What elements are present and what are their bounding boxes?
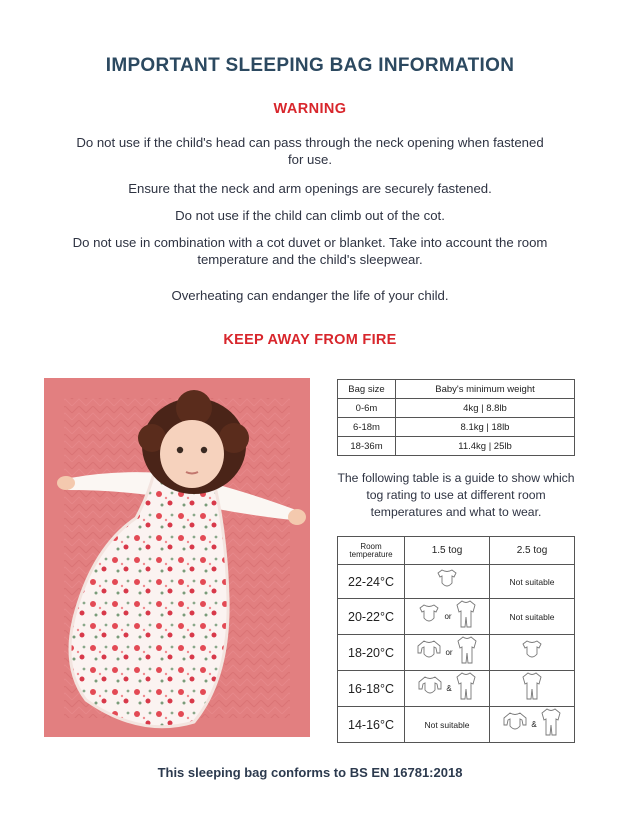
bodysuit-long-icon	[502, 711, 528, 738]
standard-conformance-footer: This sleeping bag conforms to BS EN 16781:2018	[157, 765, 463, 780]
temperature-cell: 18-20°C	[338, 635, 405, 671]
clothing-group	[405, 599, 489, 634]
clothing-group	[490, 707, 574, 742]
sleepsuit-icon	[455, 599, 477, 634]
warning-text-3: Do not use if the child can climb out of the cot.	[175, 208, 445, 223]
table-row	[338, 565, 575, 599]
table-cell: 0-6m	[338, 399, 396, 418]
bodysuit-long-icon	[417, 675, 443, 702]
clothing-group	[490, 671, 574, 706]
warning-text-5: Overheating can endanger the life of your child.	[171, 288, 449, 303]
weight-table	[337, 379, 575, 456]
bodysuit-long-icon	[416, 639, 442, 666]
baby-sleeping-bag-photo	[44, 378, 310, 737]
tog-guide-text: The following table is a guide to show which tog rating to use at different room temperatures and what to wear.	[337, 471, 575, 519]
baby-in-sleeping-bag-icon	[44, 378, 310, 737]
clothing-cell	[405, 635, 490, 671]
clothing-cell	[405, 565, 490, 599]
clothing-group	[490, 639, 574, 666]
temperature-cell: 16-18°C	[338, 671, 405, 707]
warning-text-1: Do not use if the child's head can pass through the neck opening when fastened for use.	[76, 135, 544, 167]
table-row	[338, 399, 575, 418]
sleepsuit-icon	[455, 671, 477, 706]
clothing-group	[405, 671, 489, 706]
sleepsuit-icon	[521, 671, 543, 706]
page-title: IMPORTANT SLEEPING BAG INFORMATION	[105, 55, 515, 76]
table-cell: 18-36m	[338, 437, 396, 456]
temperature-cell: 22-24°C	[338, 565, 405, 599]
bodysuit-short-icon	[520, 639, 544, 666]
sleepsuit-icon	[540, 707, 562, 742]
tog-table	[337, 536, 575, 743]
not-suitable-cell: Not suitable	[490, 565, 575, 599]
clothing-group	[405, 635, 489, 670]
clothing-cell	[490, 671, 575, 707]
table-row	[338, 380, 575, 399]
clothing-cell	[405, 671, 490, 707]
table-cell: 4kg | 8.8lb	[396, 399, 575, 418]
table-row	[338, 418, 575, 437]
clothing-cell	[490, 635, 575, 671]
temperature-cell: 20-22°C	[338, 599, 405, 635]
clothing-conjunction: or	[444, 612, 452, 621]
warning-text-4: Do not use in combination with a cot duvet or blanket. Take into account the room temperature and the child's sleepwear.	[72, 235, 548, 267]
table-header: 1.5 tog	[405, 537, 490, 565]
table-header: Baby's minimum weight	[396, 380, 575, 399]
table-row	[338, 599, 575, 635]
not-suitable-cell: Not suitable	[490, 599, 575, 635]
table-cell: 8.1kg | 18lb	[396, 418, 575, 437]
table-row	[338, 635, 575, 671]
not-suitable-cell: Not suitable	[405, 707, 490, 743]
sleepsuit-icon	[456, 635, 478, 670]
clothing-conjunction: or	[445, 648, 453, 657]
table-row	[338, 537, 575, 565]
clothing-cell	[405, 599, 490, 635]
clothing-group	[405, 568, 489, 595]
warning-heading: WARNING	[273, 101, 347, 117]
bodysuit-short-icon	[435, 568, 459, 595]
temperature-cell: 14-16°C	[338, 707, 405, 743]
warning-text-2: Ensure that the neck and arm openings are securely fastened.	[128, 181, 492, 196]
clothing-conjunction: &	[531, 720, 537, 729]
table-cell: 11.4kg | 25lb	[396, 437, 575, 456]
clothing-cell	[490, 707, 575, 743]
table-row	[338, 437, 575, 456]
table-row	[338, 707, 575, 743]
fire-warning-heading: KEEP AWAY FROM FIRE	[223, 332, 397, 348]
table-header: 2.5 tog	[490, 537, 575, 565]
table-cell: 6-18m	[338, 418, 396, 437]
bodysuit-short-icon	[417, 603, 441, 630]
table-row	[338, 671, 575, 707]
table-header: Bag size	[338, 380, 396, 399]
table-header: Room temperature	[338, 537, 405, 565]
clothing-conjunction: &	[446, 684, 452, 693]
